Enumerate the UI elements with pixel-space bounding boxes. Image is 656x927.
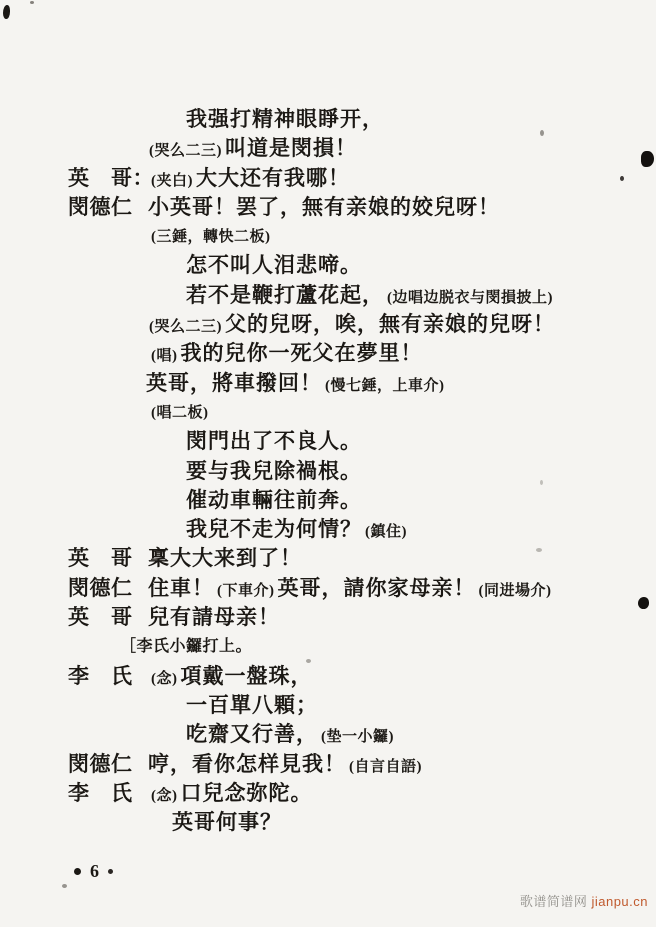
script-line (0, 105, 656, 134)
script-line (0, 808, 656, 837)
stage-notation: (同进場介) (478, 582, 552, 599)
stage-notation: (念) (151, 787, 178, 804)
speaker-name: 閔德仁 (68, 194, 133, 219)
line-text: 我强打精神眼睜开， (186, 107, 384, 131)
dialogue-line (0, 544, 656, 573)
watermark-site-name: 歌谱简谱网 (519, 894, 588, 909)
page-number-block (74, 860, 113, 882)
watermark (520, 891, 648, 910)
script-line (0, 310, 656, 339)
stage-notation: (念) (151, 670, 178, 687)
speaker-name: 李 氏 (68, 663, 133, 688)
stage-notation: (鎮住) (365, 524, 407, 541)
line-text: 吃齋又行善， (186, 722, 318, 747)
line-text: 英哥，請你家母亲！ (277, 575, 476, 600)
script-line (0, 398, 656, 427)
stage-notation: (夹白) (151, 172, 193, 189)
dialogue-line (0, 164, 656, 193)
dialogue-line (0, 603, 656, 632)
stage-notation: (唱二板) (151, 404, 209, 421)
ink-speck (62, 884, 67, 888)
stage-direction: ［李氏小鑼打上。 (120, 638, 253, 656)
script-line (0, 339, 656, 368)
line-text: 要与我兒除禍根。 (186, 458, 362, 483)
line-text: 催动車輛往前奔。 (186, 487, 362, 512)
line-text: 住車！ (148, 575, 214, 600)
script-line (0, 720, 656, 749)
speaker-name: 閔德仁 (68, 575, 133, 600)
line-text: 閔門出了不良人。 (186, 429, 362, 454)
page-number-left-dot-icon (74, 868, 81, 875)
stage-notation: (边唱边脱衣与閔損披上) (387, 289, 553, 306)
stage-notation: (自言自語) (349, 758, 422, 775)
line-text: 怎不叫人泪悲啼。 (186, 253, 362, 278)
script-line (0, 222, 656, 251)
script-line (0, 281, 656, 310)
page-number: 6 (90, 860, 99, 881)
script-line (0, 632, 656, 661)
stage-notation: (慢七錘，上車介) (325, 377, 445, 394)
script-body (0, 105, 656, 837)
script-line (0, 457, 656, 486)
line-text: 小英哥！罢了，無有亲娘的姣兒呀！ (148, 194, 500, 219)
speaker-name: 英 哥： (68, 165, 154, 190)
line-text: 叫道是閔損！ (225, 136, 357, 161)
script-line (0, 134, 656, 163)
script-line (0, 251, 656, 280)
stage-notation: (垫一小鑼) (321, 729, 394, 746)
stage-notation: (哭么二三) (149, 143, 222, 160)
ink-speck (306, 659, 311, 663)
line-text: 大大还有我哪！ (196, 165, 350, 190)
script-line (0, 515, 656, 544)
stage-notation: (唱) (151, 348, 178, 365)
line-text: 我兒不走为何情？ (186, 517, 362, 542)
dialogue-line (0, 574, 656, 603)
line-text: 一百單八顆； (186, 692, 318, 717)
stage-notation: (三錘，轉快二板) (151, 229, 271, 246)
ink-speck (638, 597, 649, 609)
speaker-name: 英 哥 (68, 605, 133, 630)
line-text: 項戴一盤珠， (180, 663, 313, 688)
ink-speck (30, 1, 34, 4)
line-text: 父的兒呀，唉，無有亲娘的兒呀！ (225, 312, 555, 337)
dialogue-line (0, 193, 656, 222)
watermark-site-url[interactable]: jianpu.cn (591, 894, 648, 909)
speaker-name: 英 哥 (68, 546, 133, 571)
script-line (0, 691, 656, 720)
line-text: 英哥何事？ (172, 810, 282, 835)
line-text: 我的兒你一死父在夢里！ (180, 341, 423, 366)
ink-speck (540, 480, 543, 485)
dialogue-line (0, 750, 656, 779)
script-line (0, 486, 656, 515)
line-text: 稟大大来到了！ (148, 546, 302, 571)
speaker-name: 閔德仁 (68, 751, 133, 776)
ink-speck (3, 5, 10, 19)
page-number-right-dot-icon (108, 869, 113, 874)
speaker-name: 李 氏 (68, 780, 133, 805)
ink-speck (620, 176, 624, 181)
dialogue-line (0, 779, 656, 808)
stage-notation: (哭么二三) (149, 319, 222, 336)
ink-speck (540, 130, 544, 136)
ink-speck (536, 548, 542, 552)
line-text: 兒有請母亲！ (148, 605, 280, 630)
line-text: 口兒念弥陀。 (180, 780, 313, 805)
line-text: 哼，看你怎样見我！ (148, 751, 346, 776)
dialogue-line (0, 662, 656, 691)
script-line (0, 427, 656, 456)
script-line (0, 369, 656, 398)
line-text: 若不是鞭打蘆花起， (186, 282, 384, 307)
stage-notation: (下車介) (217, 582, 275, 599)
line-text: 英哥，將車撥回！ (146, 370, 322, 395)
